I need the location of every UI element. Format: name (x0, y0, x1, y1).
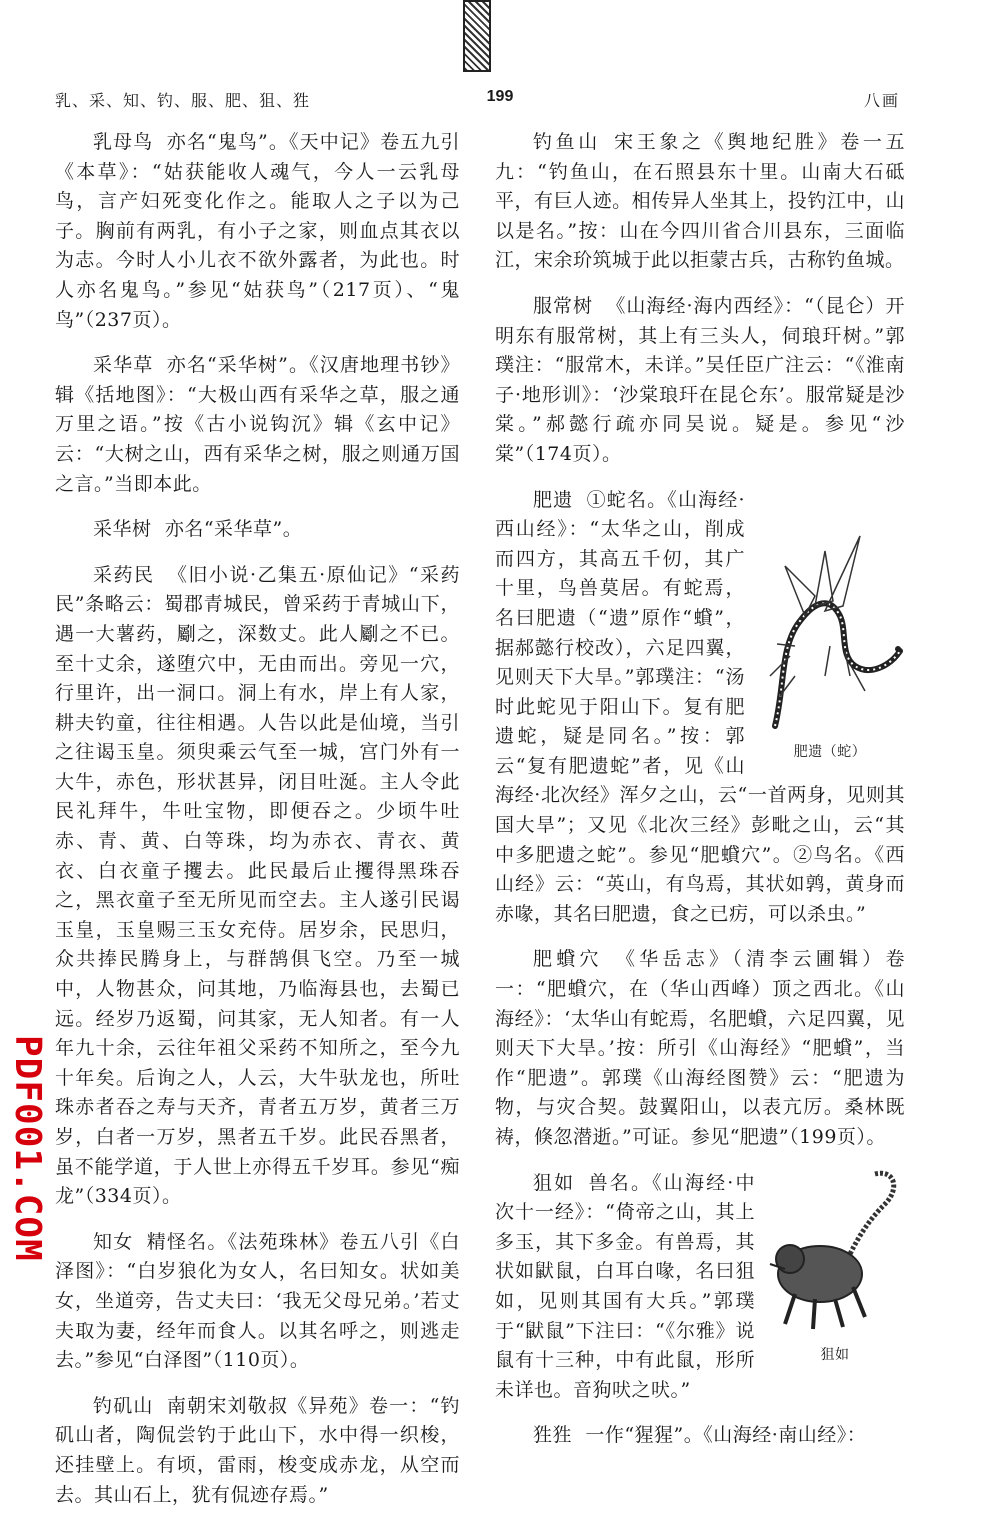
figure-caption: 肥遗（蛇） (793, 743, 867, 760)
beast-illustration-figure (765, 1159, 905, 1369)
entry-headword: 采华草 (93, 354, 154, 377)
dictionary-entry (495, 486, 905, 930)
right-column (495, 128, 905, 1467)
beast-illustration (765, 1159, 905, 1339)
entry-headword: 狌狌 (533, 1424, 573, 1447)
entry-text: 《旧小说·乙集五·原仙记》“采药民”条略云：蜀郡青城民，曾采药于青城山下，遇一大薯药，劚之，深数丈。此人劚之不已。至十丈余，遂堕穴中，无由而出。旁见一穴，行里许，出一洞口。洞上有水，岸上有人家，耕夫钓童，往往相遇。人告以此是仙境，当引之往谒玉皇。须臾乘云气至一城，宫门外有一大牛，赤色，形状甚异，闭目吐涎。主人令此民礼拜牛，牛吐宝物，即便吞之。少顷牛吐赤、青、黄、白等珠，均为赤衣、青衣、黄衣、白衣童子攫去。此民最后止攫得黑珠吞之，黑衣童子至无所见而空去。主人遂引民谒玉皇，玉皇赐三玉女充侍。居岁余，民思归，众共捧民腾身上，与群鹄俱飞空。乃至一城中，人物甚众，问其地，乃临海县也，去蜀已远。经岁乃返蜀，问其家，无人知者。有一人年九十余，云往年祖父采药不知所之，至今九十年矣。后询之人，人云，大牛驮龙也，所吐珠赤者吞之寿与天齐，青者五万岁，黄者三万岁，白者一万岁，黑者五千岁。此民吞黑者，虽不能学道，于人世上亦得五千岁耳。参见“痴龙”（334页）。 (55, 563, 460, 1208)
header-section: 八画 (863, 91, 900, 110)
entry-headword: 狙如 (533, 1171, 576, 1194)
entry-headword: 钓鱼山 (533, 131, 601, 153)
entry-headword: 知女 (93, 1230, 134, 1253)
dictionary-entry (495, 128, 905, 276)
entry-text: 宋王象之《舆地纪胜》卷一五九：“钓鱼山，在石照县东十里。山南大石砥平，有巨人迹。相传异人坐其上，投钓江中，山以是名。”按：山在今四川省合川县东，三面临江，宋余玠筑城于此以拒蒙古兵，古称钓鱼城。 (495, 131, 905, 272)
entry-text: 《山海经·海内西经》：“（昆仑）开明东有服常树，其上有三头人，伺琅玕树。”郭璞注：“服常木，未详。”吴任臣广注云：“《淮南子·地形训》：‘沙棠琅玕在昆仑东’。服常疑是沙棠。”郝懿行疏亦同吴说。疑是。参见“沙棠”（174页）。 (495, 294, 905, 465)
watermark: PDF001.COM (7, 1035, 48, 1262)
dictionary-entry (495, 1421, 905, 1451)
dictionary-entry (55, 1392, 460, 1510)
entry-headword: 乳母鸟 (93, 131, 154, 153)
entry-headword: 服常树 (533, 294, 594, 317)
entry-text: 亦名“采华草”。 (164, 518, 303, 541)
entry-headword: 肥遗 (533, 488, 574, 511)
entry-text: 《华岳志》（清李云圃辑）卷一：“肥蟘穴，在（华山西峰）顶之西北。《山海经》：‘太华山有蛇焉，名肥蟘，六足四翼，见则天下大旱。’按：所引《山海经》“肥蟘”，当作“肥遗”。郭璞《山海经图赞》云：“肥遗为物，与灾合契。鼓翼阳山，以表亢厉。桑林既祷，倏忽潜逝。”可证。参见“肥遗”（199页）。 (495, 948, 905, 1148)
entry-text: 亦名“采华树”。《汉唐地理书钞》辑《括地图》：“大极山西有采华之草，服之通万里之语。”按《古小说钩沉》辑《玄中记》云：“大树之山，西有采华之树，服之则通万国之言。”当即本此。 (55, 354, 460, 495)
dictionary-entry (495, 1169, 905, 1406)
figure-caption: 狙如 (820, 1346, 850, 1363)
entry-headword: 采华树 (93, 518, 152, 541)
dictionary-entry (495, 945, 905, 1152)
dictionary-entry (495, 292, 905, 470)
dictionary-entry (55, 515, 460, 545)
entry-text: 南朝宋刘敬叔《异苑》卷一：“钓矶山者，陶侃尝钓于此山下，水中得一织梭，还挂壁上。有顷，雷雨，梭变成赤龙，从空而去。其山石上，犹有侃迹存焉。” (55, 1394, 460, 1506)
entry-headword: 钓矶山 (93, 1394, 154, 1417)
page-number: 199 (486, 88, 514, 105)
entry-headword: 肥蟘穴 (533, 948, 603, 971)
dictionary-entry (55, 351, 460, 499)
snake-illustration-figure (755, 526, 905, 766)
running-head (0, 84, 1000, 114)
dictionary-entry (55, 1228, 460, 1376)
header-headwords: 乳、采、知、钓、服、肥、狙、狌 (55, 91, 311, 110)
dictionary-entry (55, 561, 460, 1212)
dictionary-entry (55, 128, 460, 335)
snake-illustration (755, 526, 905, 736)
entry-text: ①蛇名。《山海经·西山经》：“太华之山，削成而四方，其高五千仞，其广十里，鸟兽莫居。有蛇焉，名曰肥遗（“遗”原作“蟘”，据郝懿行校改），六足四翼，见则天下大旱。”郭璞注：“汤时此蛇见于阳山下。复有肥遗蛇，疑是同名。”按：郭云“复有肥遗蛇”者，见《山海经·北次经》浑夕之山，云“一首两身，见则其国大旱”；又见《北次三经》彭毗之山，云“其中多肥遗之蛇”。参见“肥蟘穴”。②鸟名。《西山经》云：“英山，有鸟焉，其状如鹑，黄身而赤喙，其名曰肥遗，食之已疠，可以杀虫。” (495, 488, 905, 925)
entry-text: 精怪名。《法苑珠林》卷五八引《白泽图》：“白岁狼化为女人，名曰知女。状如美女，坐道旁，告丈夫曰：‘我无父母兄弟。’若丈夫取为妻，经年而食人。以其名呼之，则逃走去。”参见“白泽图”（110页）。 (55, 1230, 460, 1372)
top-ornament (463, 0, 491, 72)
entry-headword: 采药民 (93, 563, 155, 586)
entry-text: 一作“猩猩”。《山海经·南山经》： (585, 1424, 867, 1447)
left-column (55, 128, 460, 1526)
entry-text: 兽名。《山海经·中次十一经》：“倚帝之山，其上多玉，其下多金。有兽焉，其状如鼣鼠，白耳白喙，名曰狙如，见则其国有大兵。”郭璞于“鼣鼠”下注曰：“《尔雅》说鼠有十三种，中有此鼠，形所未详也。音狗吠之吠。” (495, 1171, 755, 1401)
entry-text: 亦名“鬼鸟”。《天中记》卷五九引《本草》：“姑获能收人魂气，今人一云乳母鸟，言产妇死变化作之。能取人之子以为己子。胸前有两乳，有小子之家，则血点其衣以为志。今时人小儿衣不欲外露者，为此也。时人亦名鬼鸟。”参见“姑获鸟”（217页）、“鬼鸟”（237页）。 (55, 131, 460, 331)
